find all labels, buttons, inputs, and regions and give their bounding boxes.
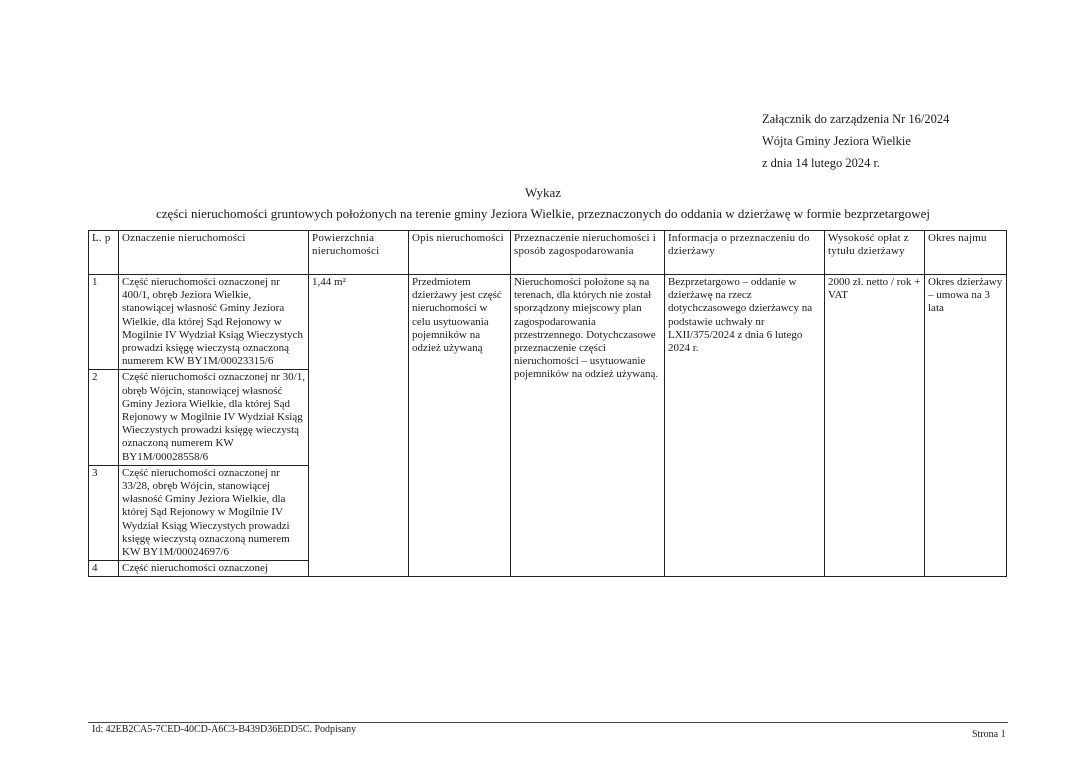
document-title: Wykaz <box>524 185 562 200</box>
row-lp: 1 <box>89 275 119 370</box>
cell-opis: Przedmiotem dzierżawy jest część nieruchomości w celu usytuowania pojemników na odzież używaną <box>409 275 511 577</box>
cell-informacja: Bezprzetargowo – oddanie w dzierżawę na rzecz dotychczasowego dzierżawcy na podstawie uchwały nr LXII/375/2024 z dnia 6 lutego 2024 r. <box>665 275 825 577</box>
footer-divider <box>88 722 1008 723</box>
row-oznaczenie: Część nieruchomości oznaczonej <box>119 561 309 577</box>
cell-wysokosc: 2000 zł. netto / rok + VAT <box>825 275 925 577</box>
row-lp: 3 <box>89 465 119 560</box>
table-row <box>89 275 1007 370</box>
row-oznaczenie: Część nieruchomości oznaczonej nr 33/28, obręb Wójcin, stanowiącej własność Gminy Jeziora Wielkie, dla której Sąd Rejonowy w Mogilnie IV Wydział Ksiąg Wieczystych prowadzi księgę wieczystą oznaczoną numerem KW BY1M/00024697/6 <box>119 465 309 560</box>
row-lp: 2 <box>89 370 119 465</box>
page-number: Strona 1 <box>972 729 1006 740</box>
attachment-line-3: z dnia 14 lutego 2024 r. <box>762 156 881 170</box>
table-header-row <box>89 231 1007 275</box>
attachment-line-1: Załącznik do zarządzenia Nr 16/2024 <box>762 112 950 126</box>
header-lp: L. p <box>89 231 119 275</box>
document-signature-id: Id: 42EB2CA5-7CED-40CD-A6C3-B439D36EDD5C. Podpisany <box>92 724 357 735</box>
header-przeznaczenie: Przeznaczenie nieruchomości i sposób zagospodarowania <box>511 231 665 275</box>
header-oznaczenie: Oznaczenie nieruchomości <box>119 231 309 275</box>
header-opis: Opis nieruchomości <box>409 231 511 275</box>
row-oznaczenie: Część nieruchomości oznaczonej nr 30/1, obręb Wójcin, stanowiącej własność Gminy Jeziora Wielkie, dla której Sąd Rejonowy w Mogilnie IV Wydział Ksiąg Wieczystych prowadzi księgę wieczystą oznaczoną numerem KW BY1M/00028558/6 <box>119 370 309 465</box>
row-oznaczenie: Część nieruchomości oznaczonej nr 400/1, obręb Jeziora Wielkie, stanowiącej własność Gminy Jeziora Wielkie, dla której Sąd Rejonowy w Mogilnie IV Wydział Ksiąg Wieczystych prowadzi księgę wieczystą oznaczoną numerem KW BY1M/00023315/6 <box>119 275 309 370</box>
attachment-header <box>762 108 949 174</box>
row-lp: 4 <box>89 561 119 577</box>
attachment-line-2: Wójta Gminy Jeziora Wielkie <box>762 134 911 148</box>
cell-powierzchnia: 1,44 m² <box>309 275 409 577</box>
header-informacja: Informacja o przeznaczeniu do dzierżawy <box>665 231 825 275</box>
header-powierzchnia: Powierzchnia nieruchomości <box>309 231 409 275</box>
document-subtitle: części nieruchomości gruntowych położonych na terenie gminy Jeziora Wielkie, przeznaczonych do oddania w dzierżawę w formie bezprzetargowej <box>156 206 930 221</box>
header-okres: Okres najmu <box>925 231 1007 275</box>
header-wysokosc: Wysokość opłat z tytułu dzierżawy <box>825 231 925 275</box>
property-list-table <box>88 230 1007 577</box>
cell-przeznaczenie: Nieruchomości położone są na terenach, dla których nie został sporządzony miejscowy plan zagospodarowania przestrzennego. Dotychczasowe przeznaczenie części nieruchomości – usytuowanie pojemników na odzież używaną. <box>511 275 665 577</box>
cell-okres: Okres dzierżawy – umowa na 3 lata <box>925 275 1007 577</box>
